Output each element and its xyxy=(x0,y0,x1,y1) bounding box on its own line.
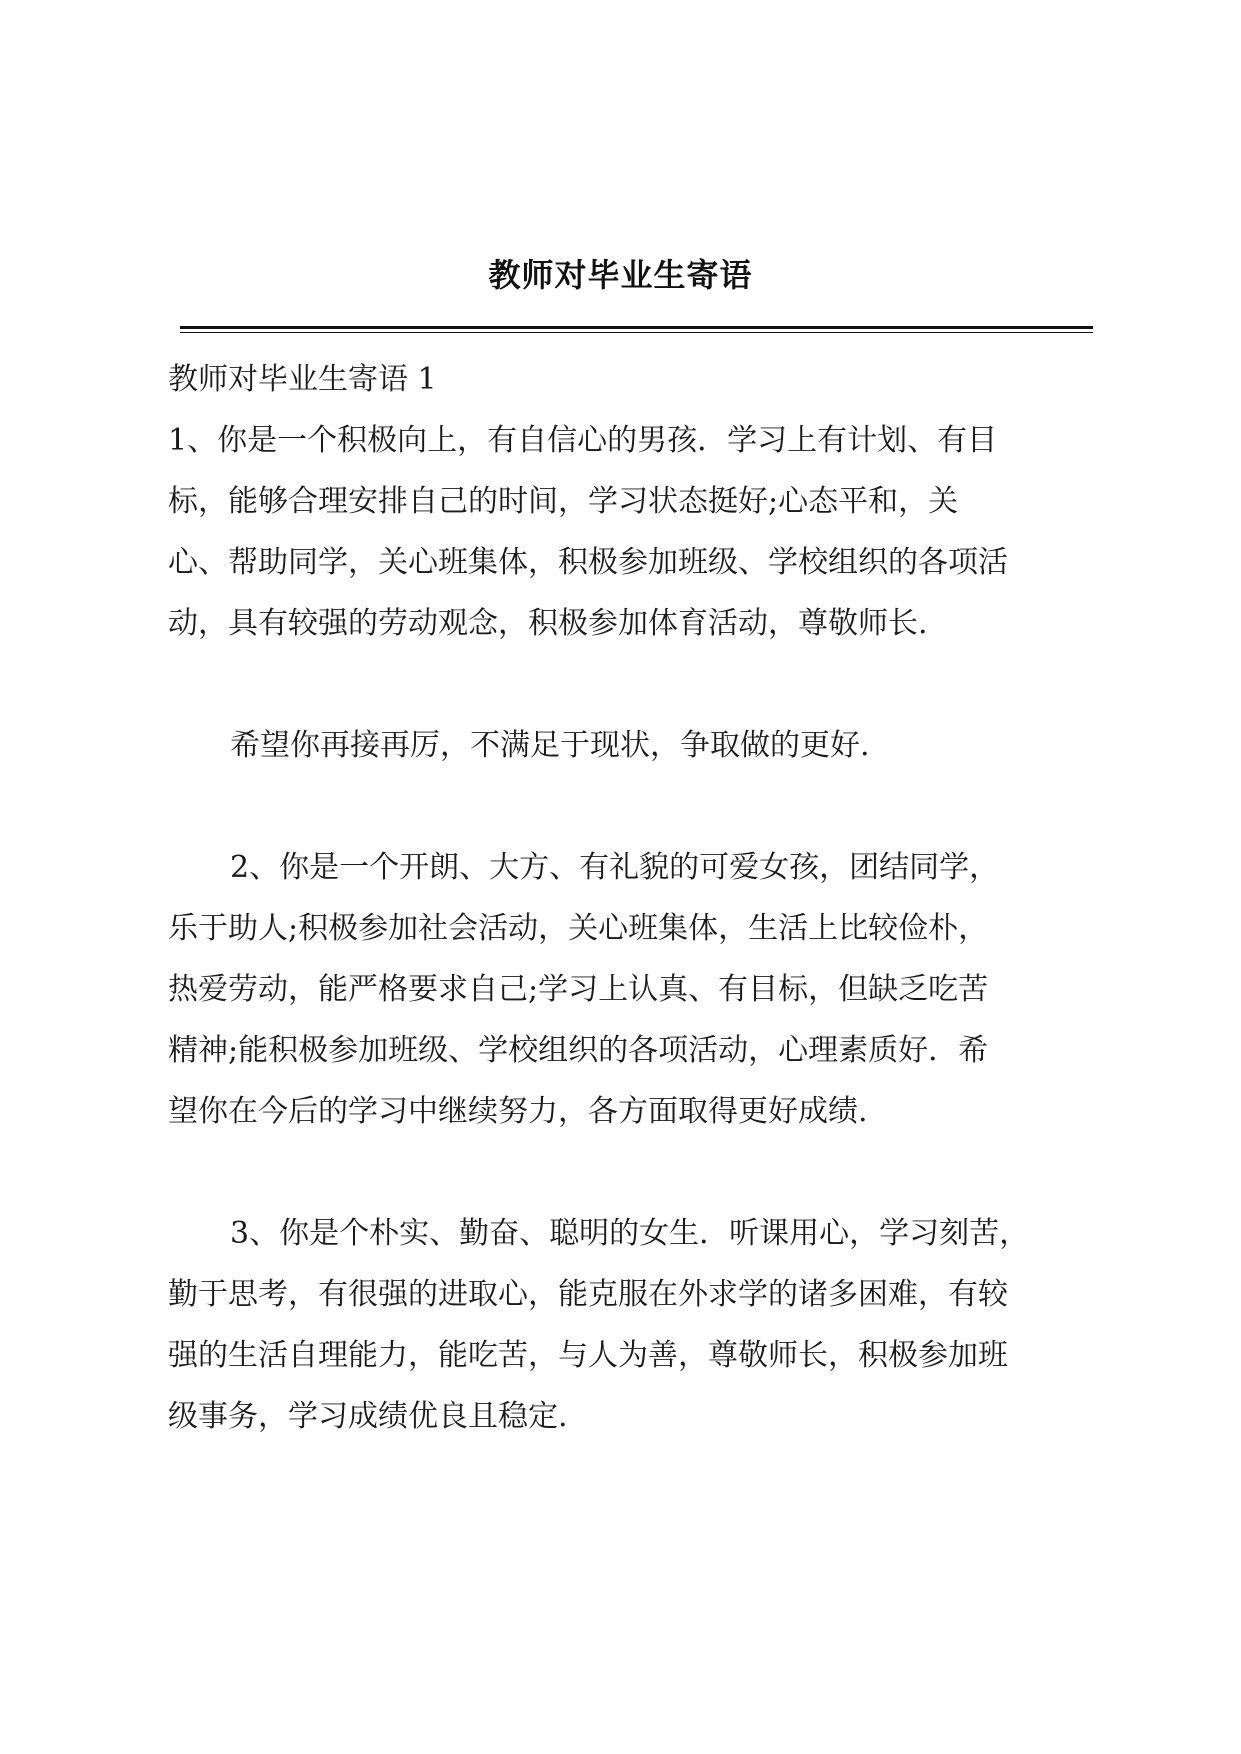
paragraph-2-line-1: 2、你是一个开朗、大方、有礼貌的可爱女孩，团结同学， xyxy=(230,850,1000,885)
paragraph-3-line-4: 级事务，学习成绩优良且稳定. xyxy=(168,1399,568,1434)
title-divider-thick xyxy=(180,326,1093,329)
paragraph-1-line-3: 心、帮助同学，关心班集体，积极参加班级、学校组织的各项活 xyxy=(168,545,1008,580)
paragraph-2-line-5: 望你在今后的学习中继续努力，各方面取得更好成绩. xyxy=(168,1094,868,1129)
paragraph-2-line-2: 乐于助人;积极参加社会活动，关心班集体，生活上比较俭朴， xyxy=(168,911,989,946)
paragraph-2-line-3: 热爱劳动，能严格要求自己;学习上认真、有目标，但缺乏吃苦 xyxy=(168,972,989,1007)
section-heading: 教师对毕业生寄语 1 xyxy=(168,362,437,397)
paragraph-3-line-2: 勤于思考，有很强的进取心，能克服在外求学的诸多困难，有较 xyxy=(168,1277,1008,1312)
paragraph-1-line-2: 标，能够合理安排自己的时间，学习状态挺好;心态平和，关 xyxy=(168,484,959,519)
paragraph-1-line-4: 动，具有较强的劳动观念，积极参加体育活动，尊敬师长. xyxy=(168,606,928,641)
paragraph-1b-line-1: 希望你再接再厉，不满足于现状，争取做的更好. xyxy=(230,728,870,763)
document-title: 教师对毕业生寄语 xyxy=(488,256,753,294)
paragraph-3-line-1: 3、你是个朴实、勤奋、聪明的女生．听课用心，学习刻苦， xyxy=(230,1216,1030,1251)
title-divider-thin xyxy=(180,332,1093,333)
paragraph-2-line-4: 精神;能积极参加班级、学校组织的各项活动，心理素质好．希 xyxy=(168,1033,989,1068)
paragraph-1-line-1: 1、你是一个积极向上，有自信心的男孩．学习上有计划、有目 xyxy=(168,423,998,458)
paragraph-3-line-3: 强的生活自理能力，能吃苦，与人为善，尊敬师长，积极参加班 xyxy=(168,1338,1008,1373)
